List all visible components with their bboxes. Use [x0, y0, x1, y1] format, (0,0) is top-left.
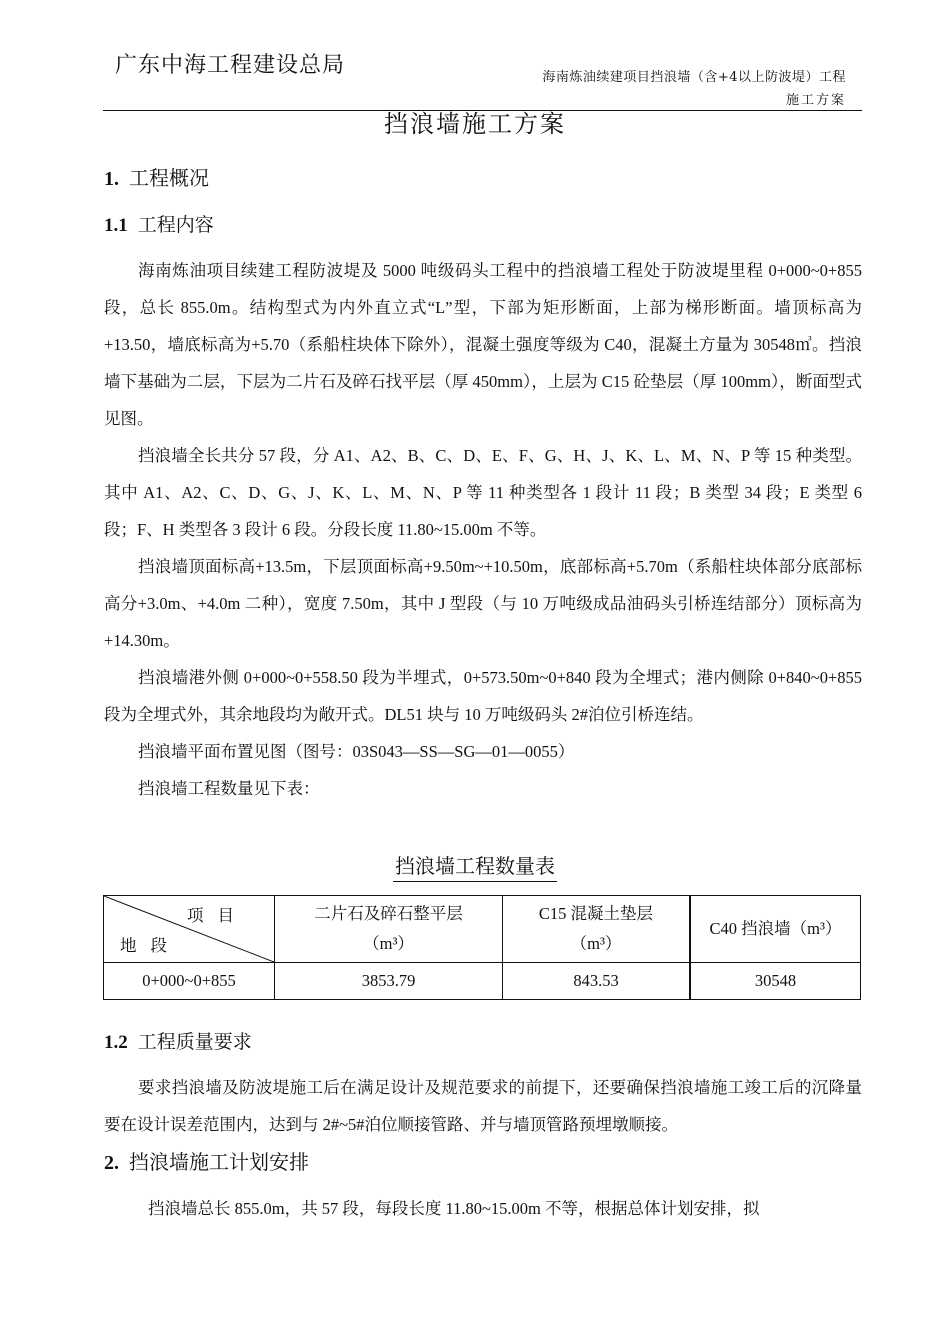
section-2-heading — [104, 1146, 309, 1175]
quantity-table — [103, 895, 861, 1000]
header-doc-type: 施工方案 — [785, 93, 846, 108]
section-2-body — [104, 1190, 862, 1227]
paragraph: 要求挡浪墙及防波堤施工后在满足设计及规范要求的前提下，还要确保挡浪墙施工竣工后的沉降量要在设计误差范围内，达到与 2#~5#泊位顺接管路、并与墙顶管路预埋墩顺接。 — [104, 1078, 862, 1134]
section-1-title: 工程概况 — [129, 166, 209, 190]
header-company: 广东中海工程建设总局 — [115, 53, 346, 78]
section-1-2-body — [104, 1069, 862, 1143]
section-1-number: 1. — [104, 168, 119, 190]
section-1-1-number: 1.1 — [104, 215, 128, 236]
section-1-1-heading — [104, 210, 214, 237]
cell-section: 0+000~0+855 — [104, 963, 275, 1000]
col2-label: C15 混凝土垫层 — [538, 904, 654, 923]
section-1-2-heading — [104, 1027, 252, 1054]
paragraph: 挡浪墙港外侧 0+000~0+558.50 段为半埋式，0+573.50m~0+840 段为全埋式；港内侧除 0+840~0+855 段为全埋式外，其余地段均为敞开式。DL51 块与 10 万吨级码头 2#泊位引桥连结。 — [104, 668, 862, 724]
table-header-col2 — [503, 896, 691, 963]
corner-bottom-label: 地段 — [120, 936, 181, 955]
section-1-heading — [104, 162, 209, 191]
cell-v2: 843.53 — [503, 963, 691, 1000]
paragraph: 挡浪墙总长 855.0m，共 57 段，每段长度 11.80~15.00m 不等，根据总体计划安排，拟 — [148, 1199, 760, 1218]
paragraph: 挡浪墙工程数量见下表： — [138, 779, 320, 798]
table-header-col1 — [275, 896, 503, 963]
col3-label: C40 挡浪墙（m³） — [709, 919, 842, 938]
section-2-title: 挡浪墙施工计划安排 — [129, 1150, 309, 1174]
col2-unit: （m³） — [570, 934, 622, 953]
table-corner-cell — [104, 896, 275, 963]
cell-v1: 3853.79 — [275, 963, 503, 1000]
section-1-1-title: 工程内容 — [137, 214, 214, 236]
col1-unit: （m³） — [363, 934, 414, 953]
cell-v3: 30548 — [690, 963, 861, 1000]
section-1-2-number: 1.2 — [104, 1032, 128, 1053]
table-row — [104, 963, 861, 1000]
paragraph: 挡浪墙全长共分 57 段，分 A1、A2、B、C、D、E、F、G、H、J、K、L、M、N、P 等 15 种类型。其中 A1、A2、C、D、G、J、K、L、M、N、P 等 11 种类型各 1 段计 11 段；B 类型 34 段；E 类型 6 段；F、H 类型各 3 段计 6 段。分段长度 11.80~15.00m 不等。 — [104, 446, 862, 539]
section-1-1-body — [104, 252, 862, 807]
document-title: 挡浪墙施工方案 — [384, 110, 566, 138]
paragraph: 海南炼油项目续建工程防波堤及 5000 吨级码头工程中的挡浪墙工程处于防波堤里程 0+000~0+855 段，总长 855.0m。结构型式为内外直立式“L”型，下部为矩形断面，上部为梯形断面。墙顶标高为+13.50，墙底标高为+5.70（系船柱块体下除外），混凝土强度等级为 C40，混凝土方量为 30548㎥。挡浪墙下基础为二层，下层为二片石及碎石找平层（厚 450mm），上层为 C15 砼垫层（厚 100mm），断面型式见图。 — [104, 261, 862, 428]
table-title — [0, 850, 950, 879]
header-project: 海南炼油续建项目挡浪墙（含+4以上防波堤）工程 — [542, 70, 846, 85]
corner-top-label: 项目 — [187, 906, 248, 925]
paragraph: 挡浪墙平面布置见图（图号：03S043—SS—SG—01—0055） — [138, 742, 575, 761]
section-2-number: 2. — [104, 1152, 119, 1174]
col1-label: 二片石及碎石整平层 — [314, 904, 463, 923]
paragraph: 挡浪墙顶面标高+13.5m，下层顶面标高+9.50m~+10.50m，底部标高+5.70m（系船柱块体部分底部标高分+3.0m、+4.0m 二种），宽度 7.50m，其中 J 型段（与 10 万吨级成品油码头引桥连结部分）顶标高为+14.30m。 — [104, 557, 862, 650]
table-header-col3 — [690, 896, 861, 963]
section-1-2-title: 工程质量要求 — [137, 1031, 252, 1053]
table-title-text: 挡浪墙工程数量表 — [393, 854, 557, 882]
